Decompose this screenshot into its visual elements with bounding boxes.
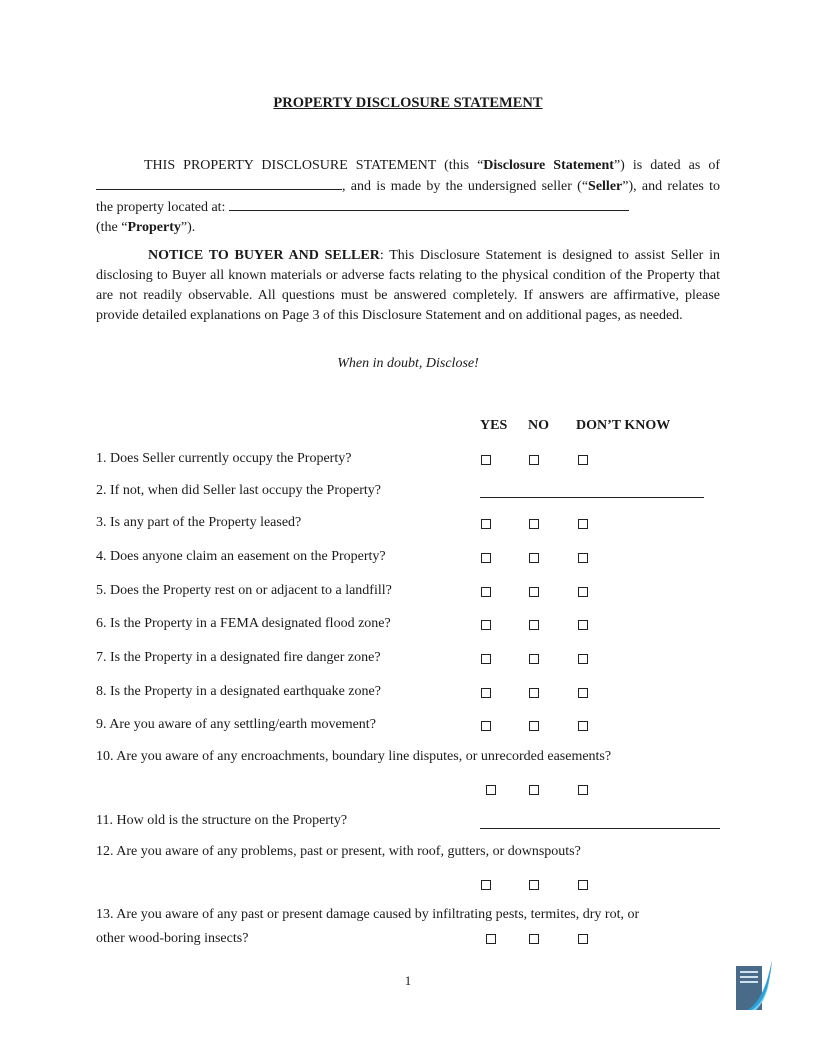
- notice-text: : This Disclosure Statement is designed to assist Seller in disclosing to Buyer all known materials or adverse facts relating to the physical condition of the Property that are not readily observable. All questions must be answered completely. If answers are affirmative, please provide detailed explanations on Page 3 of this Disclosure Statement and on additional pages, as needed.: [96, 248, 720, 323]
- q7-yes-checkbox[interactable]: [481, 654, 491, 664]
- q3-yes-checkbox[interactable]: [481, 519, 491, 529]
- q2-answer-line[interactable]: [480, 497, 704, 498]
- q3-no-checkbox[interactable]: [529, 519, 539, 529]
- q13-no-checkbox[interactable]: [529, 934, 539, 944]
- q11-answer-line[interactable]: [480, 828, 720, 829]
- q9-no-checkbox[interactable]: [529, 721, 539, 731]
- question-1: 1. Does Seller currently occupy the Property?: [96, 451, 352, 466]
- question-3: 3. Is any part of the Property leased?: [96, 515, 302, 530]
- q5-no-checkbox[interactable]: [529, 587, 539, 597]
- defined-term-disclosure-statement: Disclosure Statement: [483, 158, 614, 173]
- q13-dont-know-checkbox[interactable]: [578, 934, 588, 944]
- property-address-blank[interactable]: [229, 197, 629, 211]
- q7-dont-know-checkbox[interactable]: [578, 654, 588, 664]
- q10-yes-checkbox[interactable]: [486, 785, 496, 795]
- q1-dont-know-checkbox[interactable]: [578, 455, 588, 465]
- q6-dont-know-checkbox[interactable]: [578, 620, 588, 630]
- q13-yes-checkbox[interactable]: [486, 934, 496, 944]
- question-5: 5. Does the Property rest on or adjacent to a landfill?: [96, 583, 392, 598]
- column-header-dont-know: DON’T KNOW: [576, 418, 671, 433]
- q5-dont-know-checkbox[interactable]: [578, 587, 588, 597]
- question-8: 8. Is the Property in a designated earthquake zone?: [96, 684, 381, 699]
- q12-dont-know-checkbox[interactable]: [578, 880, 588, 890]
- question-10: 10. Are you aware of any encroachments, boundary line disputes, or unrecorded easements?: [96, 749, 612, 764]
- q1-no-checkbox[interactable]: [529, 455, 539, 465]
- q10-no-checkbox[interactable]: [529, 785, 539, 795]
- page-number: 1: [404, 973, 412, 988]
- column-header-no: NO: [528, 418, 549, 433]
- question-4: 4. Does anyone claim an easement on the Property?: [96, 549, 386, 564]
- q9-dont-know-checkbox[interactable]: [578, 721, 588, 731]
- date-blank[interactable]: [96, 176, 342, 190]
- question-7: 7. Is the Property in a designated fire danger zone?: [96, 650, 381, 665]
- q10-dont-know-checkbox[interactable]: [578, 785, 588, 795]
- question-2: 2. If not, when did Seller last occupy the Property?: [96, 483, 381, 498]
- q6-no-checkbox[interactable]: [529, 620, 539, 630]
- q12-no-checkbox[interactable]: [529, 880, 539, 890]
- q1-yes-checkbox[interactable]: [481, 455, 491, 465]
- question-13-continued: other wood-boring insects?: [96, 931, 249, 946]
- q4-dont-know-checkbox[interactable]: [578, 553, 588, 563]
- question-13: 13. Are you aware of any past or present damage caused by infiltrating pests, termites, dry rot, or: [96, 907, 640, 922]
- defined-term-seller: Seller: [588, 179, 623, 194]
- document-title: PROPERTY DISCLOSURE STATEMENT: [273, 95, 543, 111]
- question-11: 11. How old is the structure on the Property?: [96, 813, 348, 828]
- q5-yes-checkbox[interactable]: [481, 587, 491, 597]
- q8-dont-know-checkbox[interactable]: [578, 688, 588, 698]
- question-12: 12. Are you aware of any problems, past or present, with roof, gutters, or downspouts?: [96, 844, 581, 859]
- column-header-yes: YES: [480, 418, 508, 433]
- q4-no-checkbox[interactable]: [529, 553, 539, 563]
- q9-yes-checkbox[interactable]: [481, 721, 491, 731]
- intro-paragraph: THIS PROPERTY DISCLOSURE STATEMENT (this “Disclosure Statement”) is dated as of , and is made by the undersigned seller (“Seller”), and relates to the property located at: (the “Property”).: [96, 158, 721, 235]
- q4-yes-checkbox[interactable]: [481, 553, 491, 563]
- q6-yes-checkbox[interactable]: [481, 620, 491, 630]
- q12-yes-checkbox[interactable]: [481, 880, 491, 890]
- question-9: 9. Are you aware of any settling/earth movement?: [96, 717, 376, 732]
- notice-heading: NOTICE TO BUYER AND SELLER: [148, 248, 380, 263]
- question-6: 6. Is the Property in a FEMA designated flood zone?: [96, 616, 391, 631]
- q3-dont-know-checkbox[interactable]: [578, 519, 588, 529]
- motto: When in doubt, Disclose!: [337, 356, 479, 371]
- document-logo-icon: [734, 958, 774, 1012]
- q8-no-checkbox[interactable]: [529, 688, 539, 698]
- defined-term-property: Property: [127, 220, 181, 235]
- q7-no-checkbox[interactable]: [529, 654, 539, 664]
- notice-paragraph: [96, 246, 720, 326]
- q8-yes-checkbox[interactable]: [481, 688, 491, 698]
